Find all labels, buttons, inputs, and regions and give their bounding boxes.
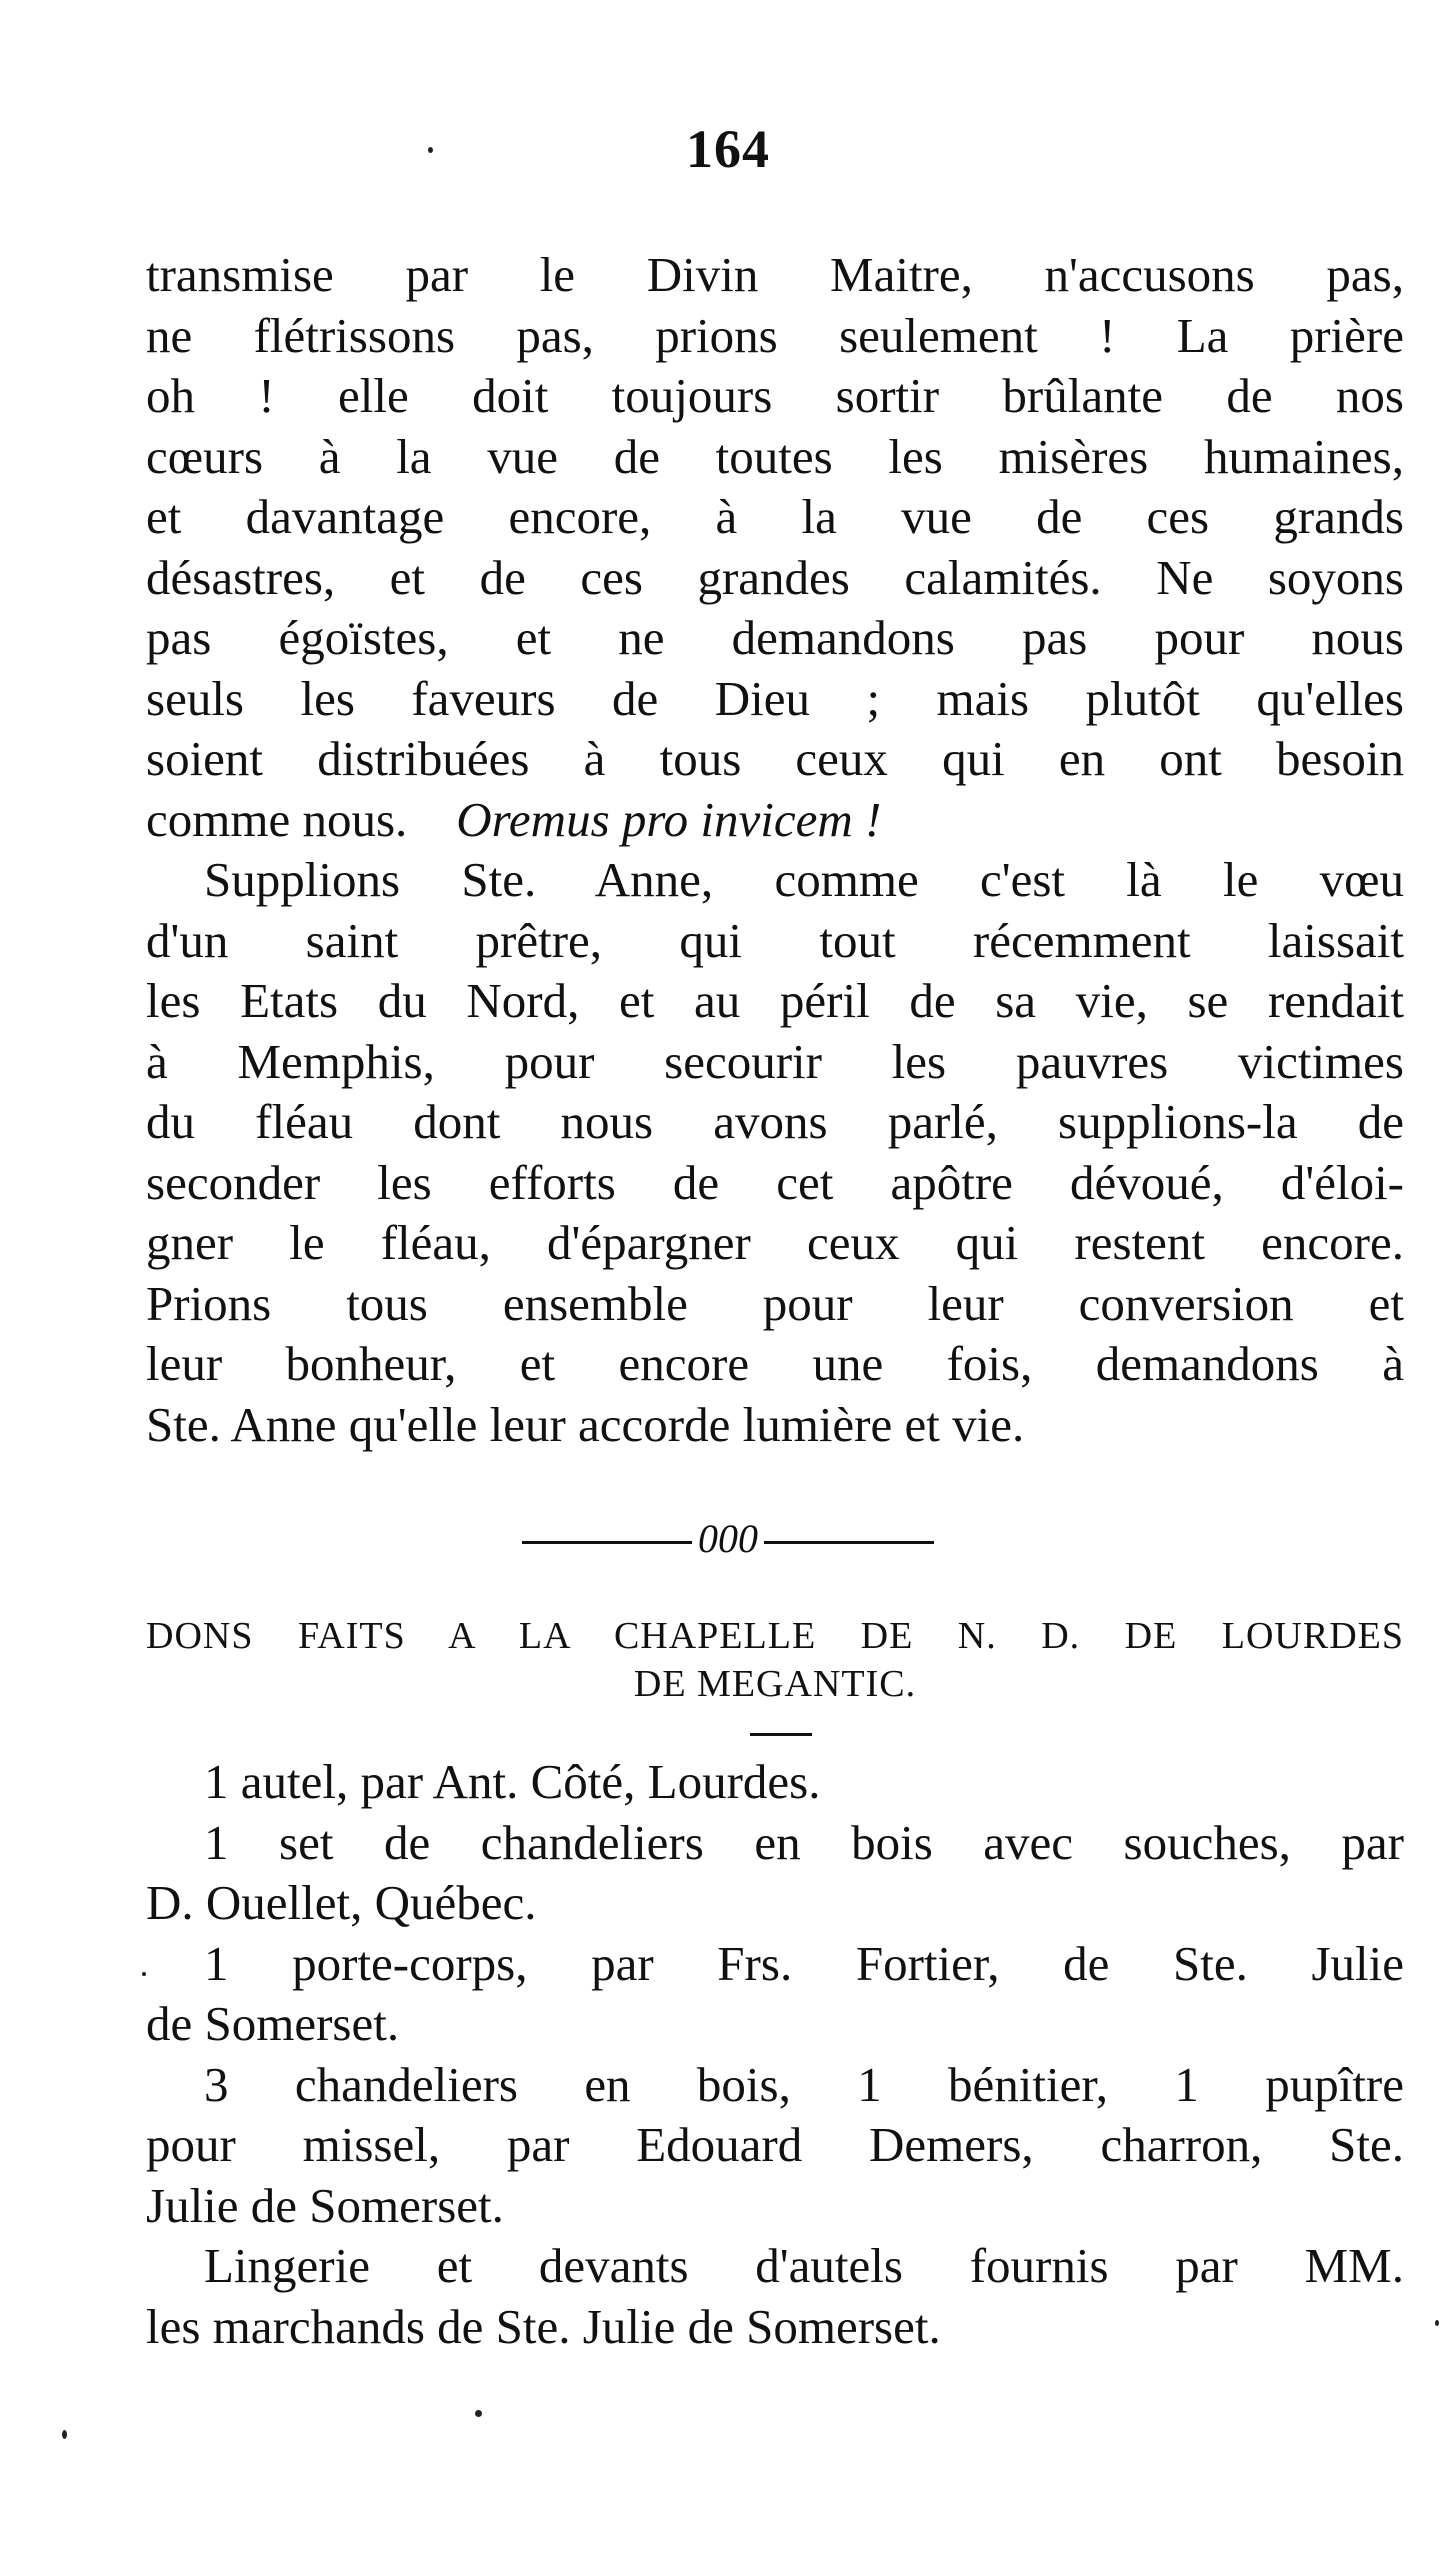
- list-line: 1 autel, par Ant. Côté, Lourdes.: [204, 1754, 821, 1809]
- list-line: Julie de Somerset.: [146, 2177, 504, 2233]
- list-line: les marchands de Ste. Julie de Somerset.: [146, 2298, 941, 2354]
- text-line: oh ! elle doit toujours sortir brûlante de nos: [146, 368, 1404, 423]
- print-speck: [475, 2410, 482, 2417]
- text-line: d'un saint prêtre, qui tout récemment laissait: [146, 912, 1404, 968]
- donations-list: [146, 1752, 1404, 2357]
- list-line: 1 set de chandeliers en bois avec souches, par: [204, 1814, 1404, 1870]
- list-line: D. Ouellet, Québec.: [146, 1875, 537, 1930]
- divider-text: 000: [698, 1516, 758, 1561]
- text-segment: comme nous.: [146, 791, 408, 847]
- text-line: leur bonheur, et encore une fois, demandons à: [146, 1336, 1404, 1391]
- section-divider: [0, 1515, 1456, 1562]
- list-line: de Somerset.: [146, 1996, 400, 2051]
- text-line: les Etats du Nord, et au péril de sa vie, se rendait: [146, 973, 1404, 1028]
- text-line: Ste. Anne qu'elle leur accorde lumière et vie.: [146, 1396, 1025, 1452]
- heading-line: DE MEGANTIC.: [633, 1663, 917, 1705]
- text-line: gner le fléau, d'épargner ceux qui restent encore.: [146, 1215, 1404, 1270]
- text-line: Prions tous ensemble pour leur conversion et: [146, 1275, 1404, 1331]
- text-line: seconder les efforts de cet apôtre dévoué, d'éloi-: [146, 1154, 1404, 1210]
- heading-line: DONS FAITS A LA CHAPELLE DE N. D. DE LOURDES: [146, 1615, 1404, 1657]
- list-line: pour missel, par Edouard Demers, charron, Ste.: [146, 2117, 1404, 2172]
- text-line: [146, 790, 1404, 851]
- divider-rule-left: [522, 1541, 692, 1544]
- text-line: désastres, et de ces grandes calamités. Ne soyons: [146, 549, 1404, 605]
- text-line: transmise par le Divin Maitre, n'accusons pas,: [146, 247, 1404, 302]
- page-number: 164: [686, 119, 770, 179]
- print-speck: [62, 2430, 67, 2439]
- text-line: à Memphis, pour secourir les pauvres victimes: [146, 1033, 1404, 1089]
- heading-rule: [750, 1733, 812, 1736]
- text-line: cœurs à la vue de toutes les misères humaines,: [146, 428, 1404, 484]
- divider-rule-right: [764, 1541, 934, 1544]
- list-line: 1 porte-corps, par Frs. Fortier, de Ste. Julie: [204, 1935, 1404, 1991]
- text-line: et davantage encore, à la vue de ces grands: [146, 489, 1404, 544]
- print-speck: [142, 1972, 146, 1976]
- print-speck: [428, 147, 433, 153]
- text-line: seuls les faveurs de Dieu ; mais plutôt qu'elles: [146, 670, 1404, 726]
- italic-phrase: Oremus pro invicem !: [456, 791, 882, 847]
- text-line: soient distribuées à tous ceux qui en ont besoin: [146, 731, 1404, 786]
- text-line: ne flétrissons pas, prions seulement ! La prière: [146, 307, 1404, 363]
- list-line: Lingerie et devants d'autels fournis par MM.: [204, 2238, 1404, 2293]
- list-line: 3 chandeliers en bois, 1 bénitier, 1 pupître: [204, 2056, 1404, 2112]
- text-line: Supplions Ste. Anne, comme c'est là le vœu: [204, 852, 1404, 907]
- section-heading: [146, 1612, 1404, 1708]
- text-line: pas égoïstes, et ne demandons pas pour nous: [146, 610, 1404, 665]
- print-speck: [1435, 2320, 1439, 2326]
- main-text: [146, 245, 1404, 1455]
- text-line: du fléau dont nous avons parlé, supplions-la de: [146, 1094, 1404, 1149]
